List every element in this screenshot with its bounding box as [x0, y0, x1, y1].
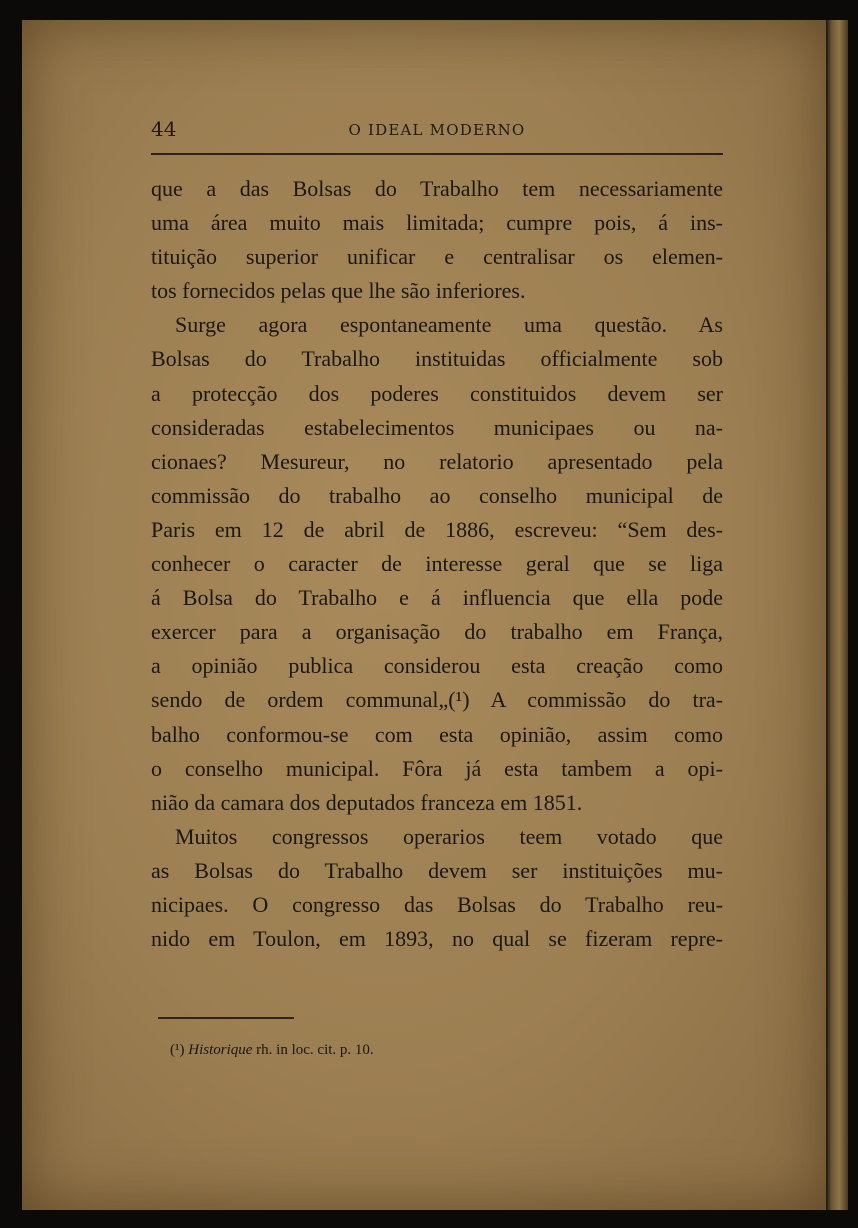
text-line: nicipaes. O congresso das Bolsas do Trabalho reu-: [151, 891, 723, 917]
text-line: tos fornecidos pelas que lhe são inferiores.: [151, 278, 526, 304]
text-line: commissão do trabalho ao conselho municipal de: [151, 482, 723, 508]
text-line: o conselho municipal. Fôra já esta tambem a opi-: [151, 755, 723, 781]
page-number: 44: [151, 117, 177, 141]
page-header: [151, 117, 723, 141]
text-line: á Bolsa do Trabalho e á influencia que ella pode: [151, 585, 723, 611]
text-line: nido em Toulon, em 1893, no qual se fizeram repre-: [151, 926, 723, 952]
text-line: tituição superior unificar e centralisar os elemen-: [151, 244, 723, 270]
text-line: conhecer o caracter de interesse geral que se liga: [151, 551, 723, 577]
text-line: nião da camara dos deputados franceza em 1851.: [151, 789, 583, 815]
text-line: consideradas estabelecimentos municipaes ou na-: [151, 414, 723, 440]
text-line: cionaes? Mesureur, no relatorio apresentado pela: [151, 448, 723, 474]
text-line: que a das Bolsas do Trabalho tem necessariamente: [151, 176, 723, 201]
text-line: Paris em 12 de abril de 1886, escreveu: “Sem des-: [151, 516, 723, 542]
footnote-marker: (¹): [170, 1042, 185, 1058]
text-line: Surge agora espontaneamente uma questão. As: [175, 312, 723, 338]
text-line: Bolsas do Trabalho instituidas officialmente sob: [151, 346, 723, 372]
running-title: O IDEAL MODERNO: [348, 121, 526, 139]
header-rule: [151, 153, 723, 155]
footnote-title: Historique: [188, 1042, 253, 1058]
text-line: a opinião publica considerou esta creação como: [151, 653, 723, 679]
body-text: [151, 172, 723, 956]
text-line: Muitos congressos operarios teem votado que: [175, 823, 723, 849]
text-line: as Bolsas do Trabalho devem ser instituições mu-: [151, 857, 723, 883]
page-edge: [826, 20, 848, 1210]
text-line: sendo de ordem communal„(¹) A commissão do tra-: [151, 687, 723, 713]
text-line: exercer para a organisação do trabalho em França,: [151, 619, 723, 645]
footnote: [170, 1042, 374, 1059]
text-line: uma área muito mais limitada; cumpre pois, á ins-: [151, 210, 723, 236]
footnote-rule: [158, 1017, 294, 1019]
text-line: a protecção dos poderes constituidos devem ser: [151, 380, 723, 406]
footnote-citation: rh. in loc. cit. p. 10.: [256, 1042, 374, 1058]
text-line: balho conformou-se com esta opinião, assim como: [151, 721, 723, 747]
